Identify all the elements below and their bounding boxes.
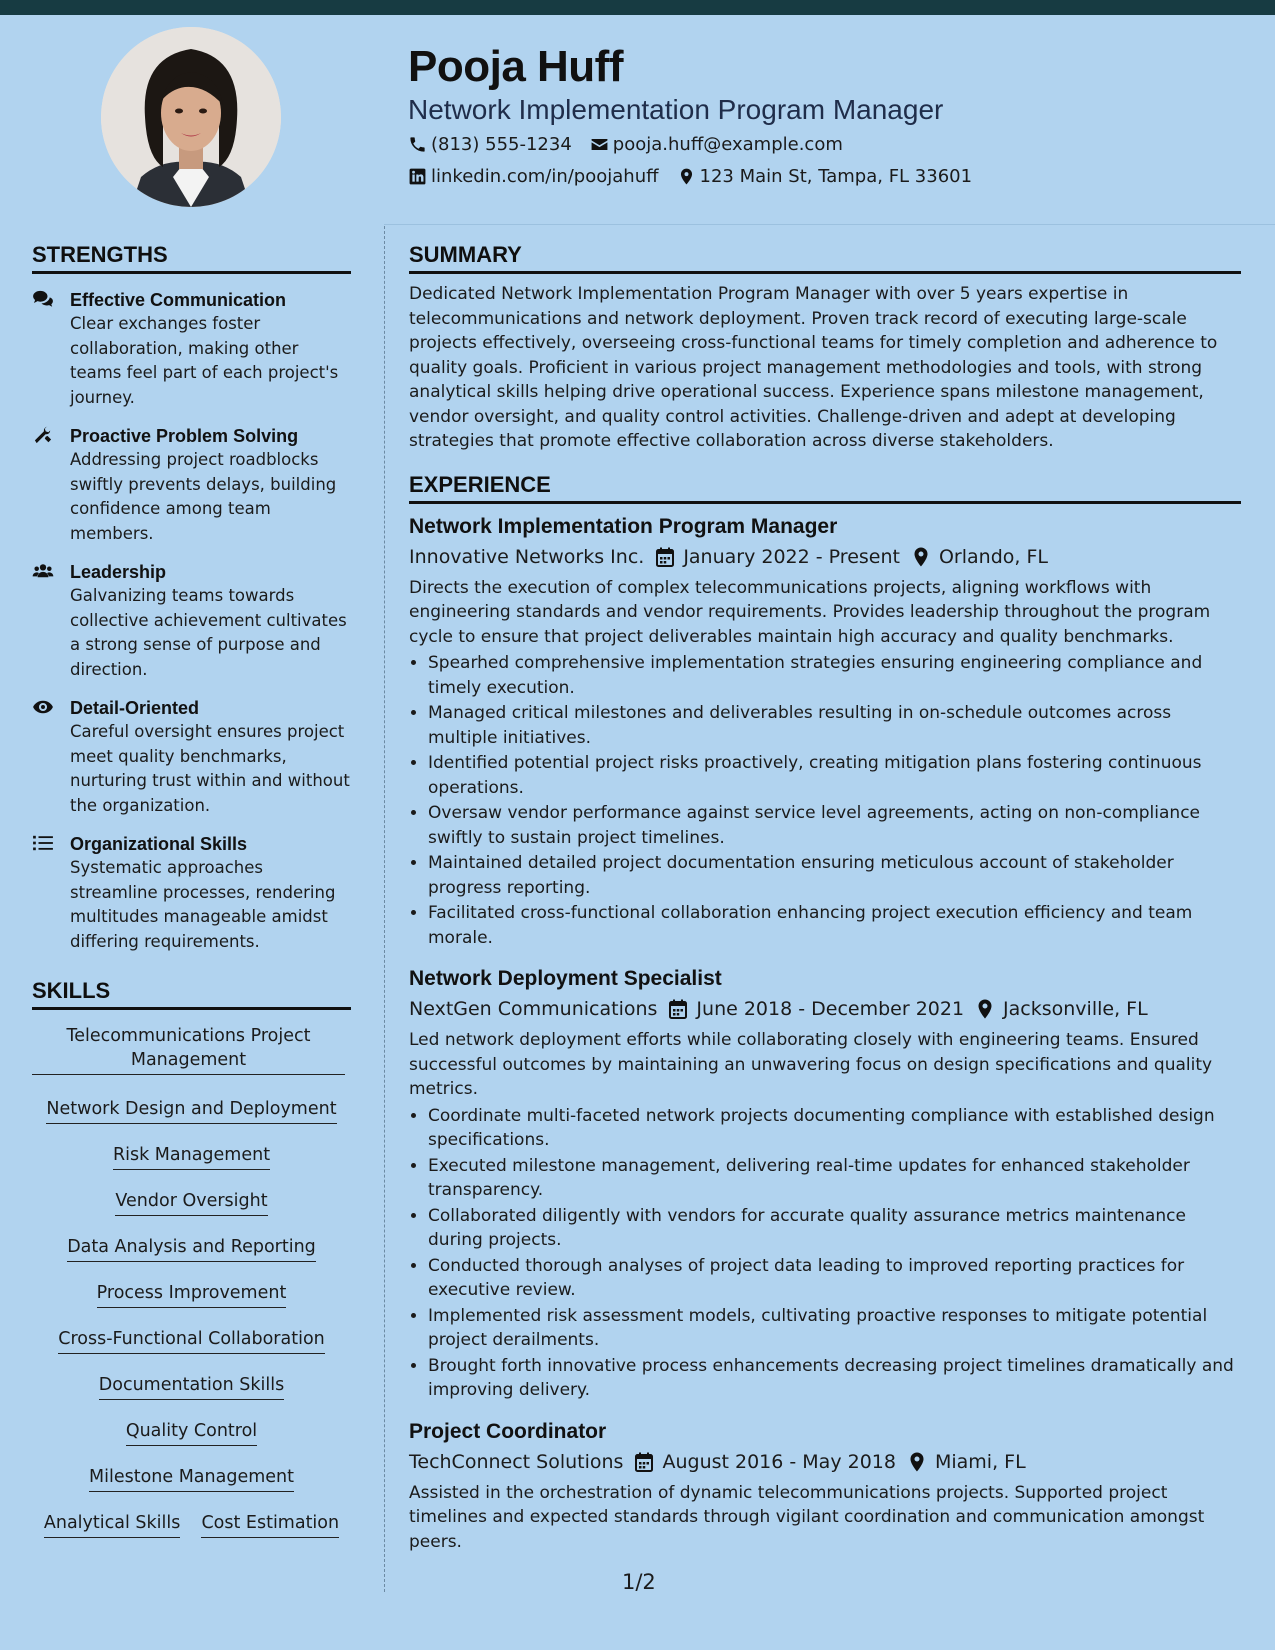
job-bullet: • Maintained detailed project documentation ensuring meticulous account of stakeholder progress reporting. — [428, 851, 1241, 900]
job-description: Directs the execution of complex telecommunications projects, aligning workflows with engineering standards and vendor requirements. Provides leadership throughout the program cycle to ensure that project deliverables maintain high accuracy and quality benchmarks. — [409, 577, 1211, 647]
candidate-name: Pooja Huff — [408, 42, 623, 91]
strength-title: Detail-Oriented — [70, 698, 200, 718]
job-company: TechConnect Solutions — [409, 1450, 624, 1473]
job-meta — [409, 542, 1241, 572]
email-text: pooja.huff@example.com — [612, 134, 843, 155]
candidate-title: Network Implementation Program Manager — [408, 94, 944, 125]
skill-tag: Vendor Oversight — [115, 1189, 267, 1216]
strength-title: Organizational Skills — [70, 834, 248, 854]
contact-address — [677, 166, 973, 187]
job-bullet: • Conducted thorough analyses of project data leading to improved reporting practices for executive review. — [428, 1254, 1241, 1303]
job-dates: June 2018 - December 2021 — [696, 998, 965, 1020]
job-bullets — [409, 1104, 1241, 1403]
calendar-icon — [635, 1452, 653, 1472]
map-pin-icon — [908, 1452, 926, 1472]
skills-list — [32, 1024, 351, 1549]
phone-text: (813) 555-1234 — [431, 134, 572, 155]
map-pin-icon — [976, 999, 994, 1019]
job-dates: January 2022 - Present — [683, 545, 900, 568]
comments-icon — [32, 290, 54, 308]
experience-heading: EXPERIENCE — [409, 472, 1241, 504]
job-title: Network Implementation Program Manager — [409, 514, 838, 538]
envelope-icon — [590, 135, 609, 154]
column-divider — [384, 226, 385, 1592]
job-bullet: • Coordinate multi-faceted network projects documenting compliance with established design specifications. — [428, 1104, 1241, 1153]
contact-phone[interactable] — [408, 134, 572, 155]
job-bullet: • Brought forth innovative process enhancements decreasing project timelines dramatically and improving delivery. — [428, 1354, 1241, 1403]
strength-item — [32, 560, 351, 682]
experience-entry — [409, 964, 1241, 1403]
job-bullet: • Identified potential project risks proactively, creating mitigation plans fostering continuous operations. — [428, 751, 1241, 800]
phone-icon — [408, 135, 427, 154]
job-title: Network Deployment Specialist — [409, 967, 722, 990]
top-bar — [0, 0, 1275, 15]
eye-icon — [32, 698, 54, 716]
skill-tag: Analytical Skills — [44, 1511, 180, 1538]
strength-title: Effective Communication — [70, 290, 287, 310]
strength-item — [32, 832, 351, 954]
skill-tag: Quality Control — [126, 1419, 257, 1446]
skill-tag: Telecommunications Project Management — [32, 1024, 345, 1075]
job-bullet: • Spearhed comprehensive implementation strategies ensuring engineering compliance and timely execution. — [428, 651, 1241, 700]
job-description: Led network deployment efforts while collaborating closely with engineering teams. Ensured successful outcomes by maintaining an unwavering focus on design specifications and quality metrics. — [409, 1030, 1213, 1099]
skill-tag: Documentation Skills — [99, 1373, 284, 1400]
tools-icon — [32, 426, 54, 444]
right-column — [409, 242, 1241, 1554]
skill-tag: Data Analysis and Reporting — [67, 1235, 316, 1262]
calendar-icon — [669, 999, 687, 1019]
job-bullet: • Facilitated cross-functional collaboration enhancing project execution efficiency and team morale. — [428, 901, 1241, 950]
summary-text: Dedicated Network Implementation Program Manager with over 5 years expertise in telecommunications and network deployment. Proven track record of executing large-scale projects effectively, overseeing cross-functional teams for timely completion and adherence to quality goals. Proficient in various project management methodologies and tools, with strong analytical skills helping drive operational success. Experience spans milestone management, vendor oversight, and quality control activities. Challenge-driven and adept at developing strategies that promote effective collaboration across diverse stakeholders. — [409, 284, 1218, 451]
job-company: Innovative Networks Inc. — [409, 545, 645, 568]
strength-item — [32, 288, 351, 410]
job-meta — [409, 994, 1241, 1024]
job-company: NextGen Communications — [409, 998, 658, 1020]
strength-title: Leadership — [70, 562, 167, 582]
page-number: 1/2 — [622, 1570, 656, 1594]
job-location: Orlando, FL — [938, 545, 1048, 568]
strength-desc: Addressing project roadblocks swiftly prevents delays, building confidence among team members. — [70, 450, 337, 543]
map-pin-icon — [912, 547, 930, 567]
job-bullet: • Managed critical milestones and deliverables resulting in on-schedule outcomes across multiple initiatives. — [428, 701, 1241, 750]
skill-tag: Cost Estimation — [201, 1511, 339, 1538]
linkedin-text: linkedin.com/in/poojahuff — [431, 166, 659, 187]
strength-desc: Careful oversight ensures project meet quality benchmarks, nurturing trust within and without the organization. — [70, 722, 350, 815]
strengths-heading: STRENGTHS — [32, 242, 351, 274]
strength-desc: Systematic approaches streamline processes, rendering multitudes manageable amidst differing requirements. — [70, 858, 336, 951]
header-divider — [384, 224, 1275, 225]
skill-tag: Cross-Functional Collaboration — [58, 1327, 325, 1354]
skill-tag: Milestone Management — [89, 1465, 294, 1492]
job-description: Assisted in the orchestration of dynamic telecommunications projects. Supported project timelines and expected standards through vigilant coordination and communication amongst peers. — [409, 1482, 1205, 1552]
job-bullet: • Collaborated diligently with vendors for accurate quality assurance metrics maintenance during projects. — [428, 1204, 1241, 1253]
contact-linkedin[interactable] — [408, 166, 659, 187]
job-bullets — [409, 651, 1241, 950]
address-text: 123 Main St, Tampa, FL 33601 — [699, 166, 973, 187]
job-bullet: • Oversaw vendor performance against service level agreements, acting on non-compliance swiftly to sustain project timelines. — [428, 801, 1241, 850]
linkedin-icon — [408, 167, 427, 186]
strength-item — [32, 696, 351, 818]
job-bullet: • Implemented risk assessment models, cultivating proactive responses to mitigate potential project derailments. — [428, 1304, 1241, 1353]
job-title: Project Coordinator — [409, 1419, 607, 1443]
contact-email[interactable] — [590, 134, 843, 155]
summary-heading: SUMMARY — [409, 242, 1241, 274]
left-column — [32, 242, 351, 1549]
experience-entry — [409, 1417, 1241, 1555]
map-pin-icon — [677, 167, 696, 186]
skill-tag: Risk Management — [113, 1143, 270, 1170]
profile-photo — [101, 27, 281, 207]
job-meta — [409, 1447, 1241, 1477]
strength-item — [32, 424, 351, 546]
contact-row-2 — [408, 166, 990, 187]
skills-heading: SKILLS — [32, 978, 351, 1010]
experience-entry — [409, 512, 1241, 951]
job-location: Jacksonville, FL — [1003, 998, 1148, 1020]
contact-row-1 — [408, 134, 861, 155]
skill-tag: Network Design and Deployment — [46, 1097, 336, 1124]
job-bullet: • Executed milestone management, delivering real-time updates for enhanced stakeholder transparency. — [428, 1154, 1241, 1203]
calendar-icon — [656, 547, 674, 567]
job-location: Miami, FL — [934, 1450, 1026, 1473]
job-dates: August 2016 - May 2018 — [662, 1450, 896, 1473]
strength-title: Proactive Problem Solving — [70, 426, 299, 446]
skill-tag: Process Improvement — [97, 1281, 287, 1308]
list-icon — [32, 834, 54, 852]
strength-desc: Galvanizing teams towards collective achievement cultivates a strong sense of purpose and direction. — [70, 586, 347, 679]
strength-desc: Clear exchanges foster collaboration, making other teams feel part of each project's journey. — [70, 314, 339, 407]
profile-photo-illustration — [101, 27, 281, 207]
users-icon — [32, 562, 54, 580]
